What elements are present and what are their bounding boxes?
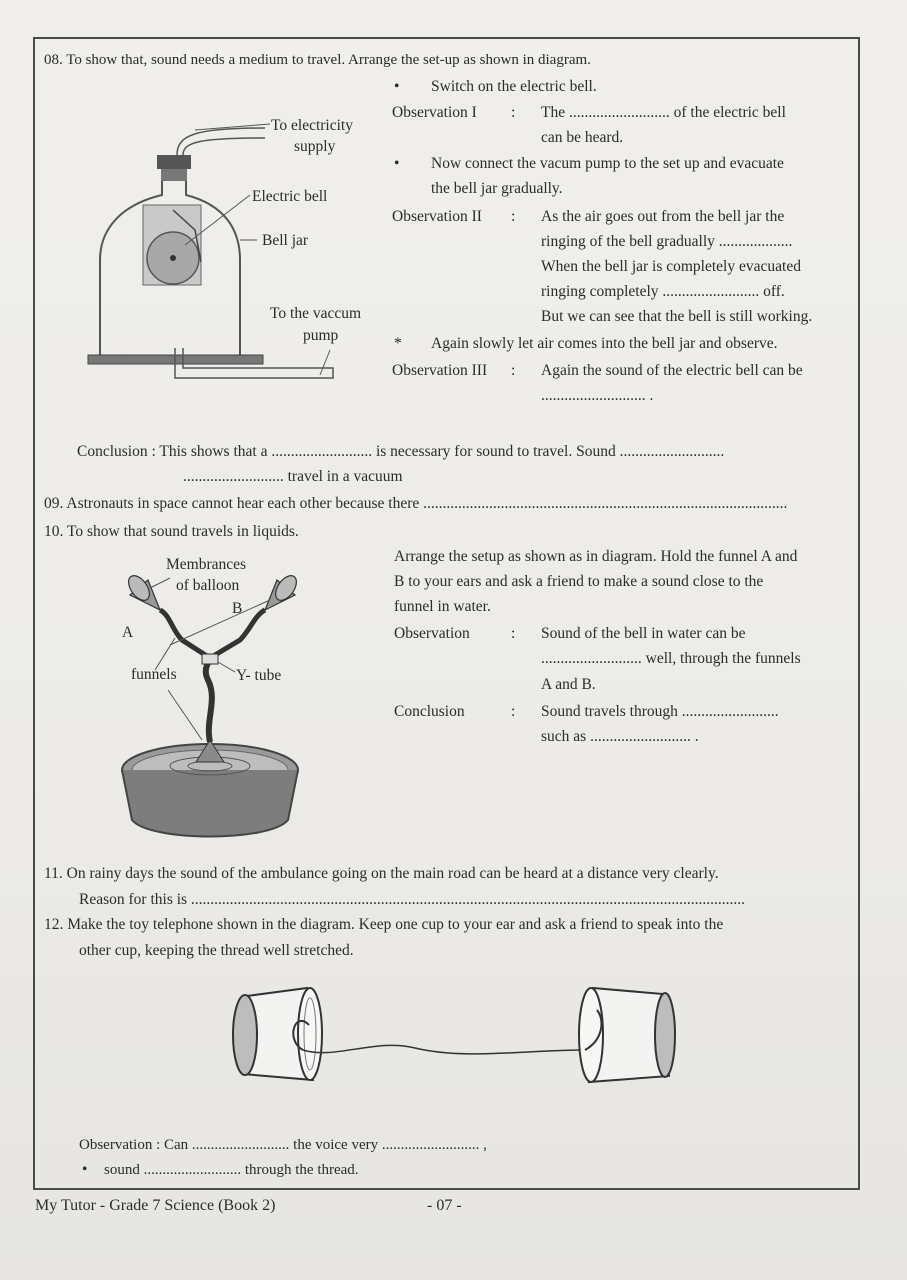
q08-step-2-line-2: the bell jar gradually. (431, 180, 563, 197)
q12-obs-line-2: sound .......................... through the thread. (104, 1162, 359, 1178)
q08-step-1: Switch on the electric bell. (431, 78, 597, 95)
q10-heading: 10. To show that sound travels in liquids. (44, 523, 299, 540)
obs2-line-2: ringing of the bell gradually ................... (541, 233, 793, 250)
obs3-line-2: ........................... . (541, 387, 654, 404)
q09-text: 09. Astronauts in space cannot hear each other because there .............................................................................................. (44, 495, 788, 512)
q10-obs-line-3: A and B. (541, 676, 596, 693)
obs1-label: Observation I (392, 104, 477, 121)
q10-obs-label: Observation (394, 625, 470, 642)
label-electricity-supply-2: supply (294, 138, 336, 155)
q11-line-1: 11. On rainy days the sound of the ambulance going on the main road can be heard at a distance very clearly. (44, 865, 719, 882)
label-bell-jar: Bell jar (262, 232, 309, 249)
obs2-line-3: When the bell jar is completely evacuated (541, 258, 801, 275)
obs3-line-1: Again the sound of the electric bell can be (541, 362, 803, 379)
label-funnel-b: B (232, 600, 243, 617)
q10-obs-line-2: .......................... well, through the funnels (541, 650, 801, 667)
q08-heading: 08. To show that, sound needs a medium to travel. Arrange the set-up as shown in diagram. (44, 52, 591, 68)
obs2-label: Observation II (392, 208, 482, 225)
q12-obs-line-1: Observation : Can .......................... the voice very .......................... , (79, 1137, 487, 1153)
label-electric-bell: Electric bell (252, 188, 328, 205)
q08-conclusion-line-2: .......................... travel in a vacuum (183, 468, 403, 485)
q08-step-3: Again slowly let air comes into the bell jar and observe. (431, 335, 778, 352)
q12-line-2: other cup, keeping the thread well stretched. (79, 942, 354, 959)
obs1-line-1: The .......................... of the electric bell (541, 104, 786, 121)
q08-step-2-line-1: Now connect the vacum pump to the set up and evacuate (431, 155, 784, 172)
label-funnels: funnels (131, 666, 177, 683)
label-electricity-supply-1: To electricity (271, 117, 353, 134)
q10-instr-line-3: funnel in water. (394, 598, 491, 615)
label-vacuum-pump-1: To the vaccum (270, 305, 362, 322)
footer-book-title: My Tutor - Grade 7 Science (Book 2) (35, 1197, 276, 1214)
footer-page-number: - 07 - (427, 1197, 462, 1214)
obs1-colon: : (511, 104, 516, 121)
q10-concl-colon: : (511, 703, 516, 720)
obs2-colon: : (511, 208, 516, 225)
q10-concl-label: Conclusion (394, 703, 465, 720)
label-funnel-a: A (122, 624, 134, 641)
bell-jar-diagram (85, 110, 385, 390)
q11-line-2: Reason for this is ............................................................................................................................................... (79, 891, 746, 908)
q10-instr-line-2: B to your ears and ask a friend to make a sound close to the (394, 573, 764, 590)
obs2-line-5: But we can see that the bell is still working. (541, 308, 813, 325)
toy-telephone-diagram (225, 980, 685, 1090)
q08-bullet-1: • (394, 78, 400, 95)
funnel-water-diagram (110, 570, 320, 850)
label-membranes-1: Membrances (166, 556, 247, 573)
obs2-line-1: As the air goes out from the bell jar the (541, 208, 785, 225)
q10-concl-line-1: Sound travels through ......................... (541, 703, 779, 720)
q08-conclusion-line-1: Conclusion : This shows that a .......................... is necessary for sound to travel. Sound ........................... (77, 443, 725, 460)
q12-line-1: 12. Make the toy telephone shown in the diagram. Keep one cup to your ear and ask a friend to speak into the (44, 916, 724, 933)
q12-bullet: • (82, 1161, 88, 1178)
obs3-label: Observation III (392, 362, 488, 379)
q08-star: * (394, 335, 402, 352)
label-y-tube: Y- tube (236, 667, 282, 684)
q10-obs-line-1: Sound of the bell in water can be (541, 625, 746, 642)
q10-instr-line-1: Arrange the setup as shown as in diagram. Hold the funnel A and (394, 548, 798, 565)
label-membranes-2: of balloon (176, 577, 240, 594)
q10-obs-colon: : (511, 625, 516, 642)
q10-concl-line-2: such as .......................... . (541, 728, 699, 745)
obs2-line-4: ringing completely ......................... off. (541, 283, 785, 300)
label-vacuum-pump-2: pump (303, 327, 339, 344)
obs1-line-2: can be heard. (541, 129, 624, 146)
q08-bullet-2: • (394, 155, 400, 172)
obs3-colon: : (511, 362, 516, 379)
